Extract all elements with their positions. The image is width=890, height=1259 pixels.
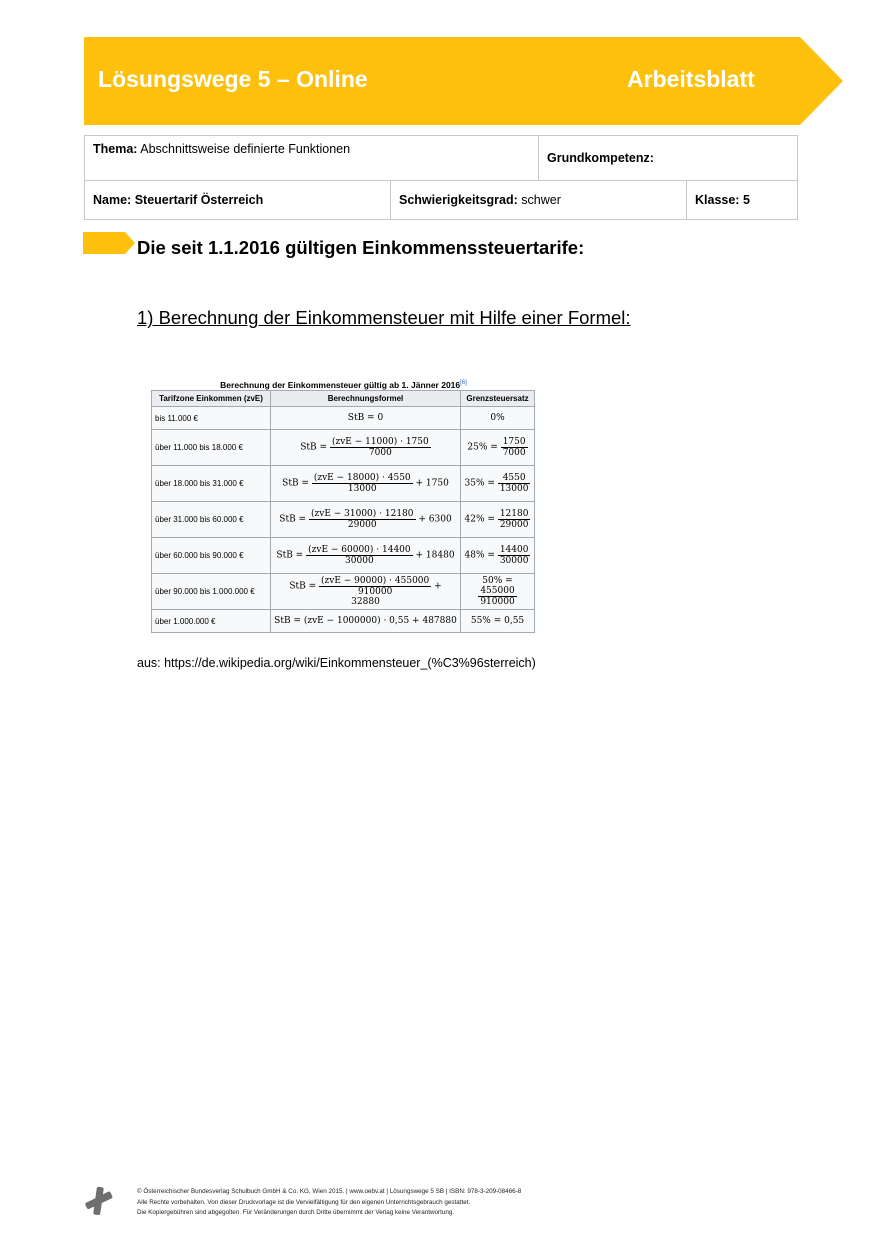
- formula-cell: [271, 574, 461, 610]
- stb-label: StB =: [279, 514, 307, 525]
- tax-table-header-row: [152, 391, 535, 407]
- name-cell: [85, 181, 391, 220]
- rate-denominator: 910000: [480, 597, 515, 608]
- formula-cell: [271, 466, 461, 502]
- formula-numerator: (zvE − 31000) · 12180: [310, 509, 414, 519]
- zone-cell: über 18.000 bis 31.000 €: [152, 466, 271, 502]
- formula-addend: + 6300: [418, 514, 452, 525]
- header-banner: [84, 37, 843, 125]
- rate-denominator: 29000: [499, 520, 529, 530]
- rate-equals: =: [487, 478, 495, 489]
- formula-fraction: [312, 473, 413, 494]
- zone-cell: über 31.000 bis 60.000 €: [152, 502, 271, 538]
- table-row: [152, 574, 535, 610]
- thema-cell: [85, 136, 539, 181]
- rate-numerator: 4550: [498, 473, 531, 484]
- tax-table: [151, 390, 535, 633]
- schwierigkeit-value: schwer: [521, 193, 561, 207]
- footer-line-3: Die Kopiergebühren sind abgegolten. Für Veränderungen durch Dritte übernimmt der Verlag keine Verantwortung.: [137, 1209, 455, 1216]
- table-row: [152, 466, 535, 502]
- meta-table: [84, 135, 798, 220]
- stb-label: StB =: [276, 550, 304, 561]
- table-row: [152, 502, 535, 538]
- tax-table-caption: [151, 376, 536, 390]
- formula-cell: [271, 430, 461, 466]
- heading-bullet: [83, 232, 135, 254]
- formula-cell: [271, 502, 461, 538]
- rate-cell: [461, 430, 535, 466]
- footer-line-2: Alle Rechte vorbehalten. Von dieser Druckvorlage ist die Vervielfältigung für den eigenen Unterrichtsgebrauch gestattet.: [137, 1198, 471, 1206]
- rate-numerator: 12180: [499, 509, 529, 519]
- formula-addend: + 32880: [351, 581, 442, 607]
- formula-fraction: [306, 545, 413, 566]
- rate-percent: 50%: [482, 575, 503, 586]
- rate-fraction: [498, 545, 531, 566]
- rate-fraction: [498, 509, 531, 530]
- header-rate: Grenzsteuersatz: [461, 391, 535, 407]
- table-row: [152, 610, 535, 633]
- thema-value: Abschnittsweise definierte Funktionen: [140, 142, 351, 156]
- rate-equals: =: [505, 575, 513, 586]
- caption-text: Berechnung der Einkommensteuer gültig ab 1. Jänner 2016: [220, 379, 461, 390]
- rate-numerator: 455000: [480, 586, 515, 597]
- zone-cell: über 90.000 bis 1.000.000 €: [152, 574, 271, 610]
- rate-cell: [461, 574, 535, 610]
- zone-cell: bis 11.000 €: [152, 407, 271, 430]
- rate-percent: 35%: [464, 478, 485, 489]
- rate-equals: =: [487, 514, 495, 525]
- formula-denominator: 7000: [368, 448, 392, 458]
- rate-percent: 48%: [464, 550, 485, 561]
- section-subheading: 1) Berechnung der Einkommensteuer mit Hilfe einer Formel:: [137, 307, 631, 328]
- grundkompetenz-cell: Grundkompetenz:: [538, 136, 797, 181]
- caption-ref-link[interactable]: [6]: [460, 380, 467, 386]
- formula-numerator: (zvE − 11000) · 1750: [331, 437, 429, 447]
- section-heading: Die seit 1.1.2016 gültigen Einkommenssteuertarife:: [137, 237, 585, 258]
- formula-fraction: [330, 437, 431, 458]
- table-row: [152, 407, 535, 430]
- rate-numerator: 1750: [502, 437, 526, 447]
- rate-numerator: 14400: [499, 545, 529, 555]
- header-formula: Berechnungsformel: [271, 391, 461, 407]
- stb-label: StB =: [282, 478, 309, 489]
- header-zone: Tarifzone Einkommen (zvE): [152, 391, 271, 407]
- formula-numerator: (zvE − 18000) · 4550: [313, 473, 411, 483]
- rate-denominator: 7000: [502, 448, 526, 458]
- table-row: [152, 538, 535, 574]
- name-label: Name:: [93, 193, 132, 207]
- rate-cell: 0%: [461, 407, 535, 430]
- rate-fraction: [498, 473, 531, 494]
- rate-fraction: [478, 586, 516, 607]
- formula-fraction: [319, 576, 431, 597]
- stb-label: StB =: [289, 581, 317, 592]
- formula-denominator: 29000: [347, 520, 377, 530]
- rate-equals: =: [487, 550, 495, 561]
- formula-denominator: 13000: [347, 484, 377, 494]
- publisher-logo-icon: [84, 1186, 114, 1216]
- banner-label: Arbeitsblatt: [627, 66, 755, 92]
- footer-text: [137, 1187, 521, 1219]
- rate-denominator: 13000: [499, 484, 529, 494]
- formula-numerator: (zvE − 60000) · 14400: [308, 545, 411, 555]
- footer-line-1: © Österreichischer Bundesverlag Schulbuch GmbH & Co. KG, Wien 2015. | www.oebv.at | Lösungswege 5 SB | ISBN: 978-3-209-08466-8: [137, 1188, 522, 1195]
- rate-percent: 42%: [464, 514, 485, 525]
- tax-table-figure: [151, 376, 536, 633]
- thema-label: Thema:: [93, 142, 138, 156]
- banner-title: Lösungswege 5 – Online: [98, 66, 368, 92]
- zone-cell: über 11.000 bis 18.000 €: [152, 430, 271, 466]
- source-note: aus: https://de.wikipedia.org/wiki/Einkommensteuer_(%C3%96sterreich): [137, 656, 536, 670]
- formula-cell: [271, 538, 461, 574]
- formula-numerator: (zvE − 90000) · 455000: [321, 575, 430, 586]
- formula-addend: + 18480: [415, 550, 455, 561]
- formula-cell: StB = 0: [271, 407, 461, 430]
- schwierigkeit-label: Schwierigkeitsgrad:: [399, 193, 518, 207]
- formula-denominator: 30000: [345, 556, 374, 566]
- zone-cell: über 60.000 bis 90.000 €: [152, 538, 271, 574]
- name-value: Steuertarif Österreich: [134, 193, 264, 207]
- rate-cell: [461, 538, 535, 574]
- rate-cell: 55% = 0,55: [461, 610, 535, 633]
- table-row: [152, 430, 535, 466]
- rate-fraction: [501, 437, 528, 458]
- zone-cell: über 1.000.000 €: [152, 610, 271, 633]
- stb-label: StB =: [300, 442, 328, 453]
- schwierigkeit-cell: [391, 181, 687, 220]
- formula-fraction: [309, 509, 416, 530]
- formula-denominator: 910000: [357, 586, 393, 597]
- formula-cell: StB = (zvE − 1000000) · 0,55 + 487880: [271, 610, 461, 633]
- rate-equals: =: [490, 442, 498, 453]
- rate-cell: [461, 466, 535, 502]
- formula-addend: + 1750: [415, 478, 449, 489]
- rate-cell: [461, 502, 535, 538]
- rate-percent: 25%: [467, 442, 488, 453]
- klasse-cell: Klasse: 5: [687, 181, 798, 220]
- rate-denominator: 30000: [499, 556, 529, 566]
